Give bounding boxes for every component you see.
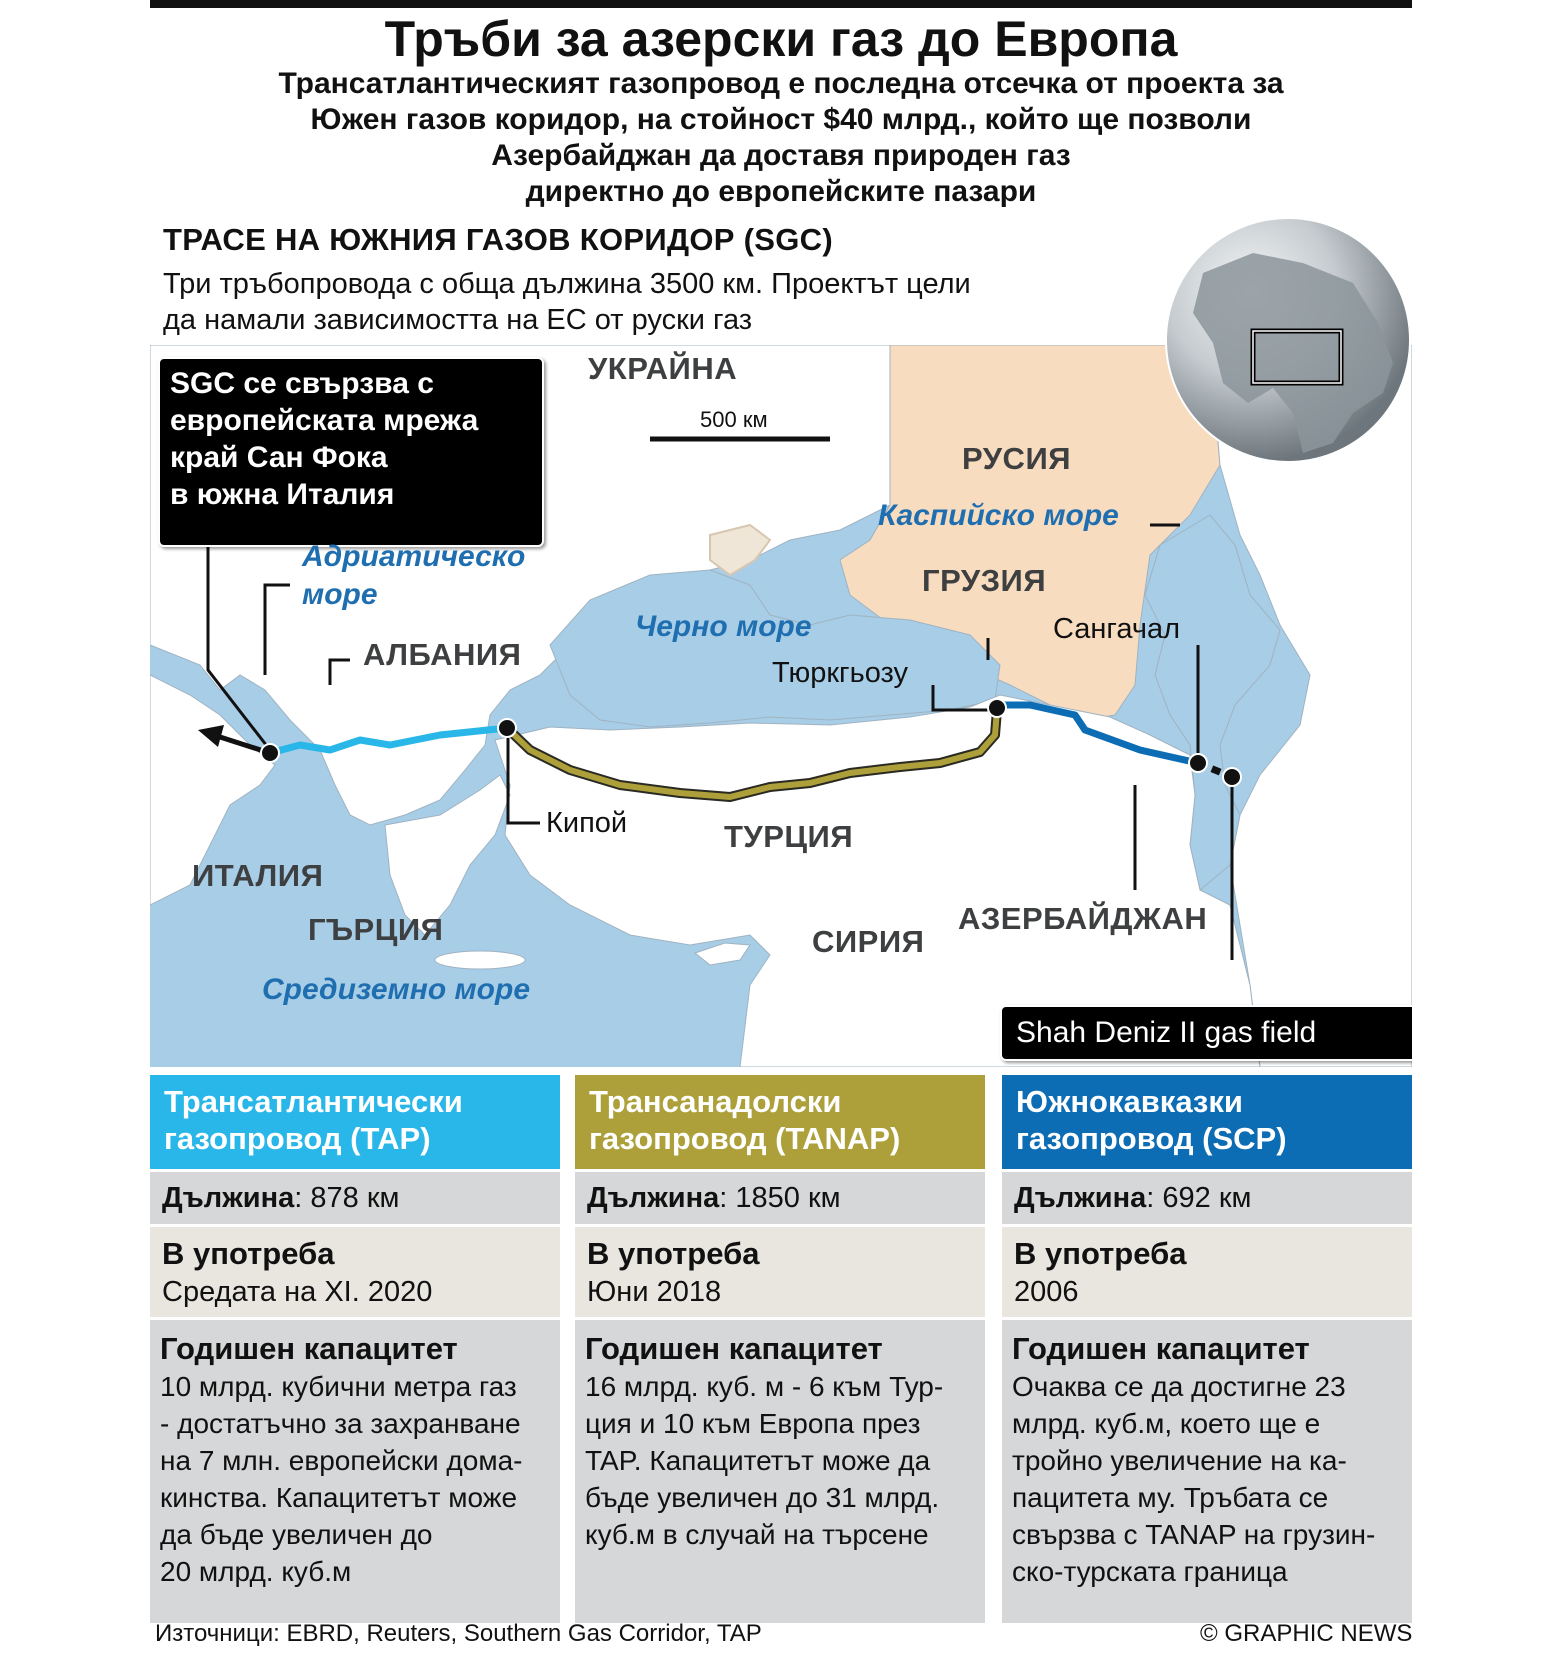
capacity-line: бъде увеличен до 31 млрд.: [585, 1482, 940, 1513]
capacity-row: [150, 1320, 560, 1623]
capacity-line: млрд. куб.м, което ще е: [1012, 1408, 1321, 1439]
subtitle-line: Южен газов коридор, на стойност $40 млрд., който ще позволи: [310, 103, 1252, 136]
callout-line: край Сан Фока: [170, 441, 388, 474]
top-rule: [150, 0, 1412, 8]
capacity-line: - достатъчно за захранване: [160, 1408, 521, 1439]
label-kipoi: Кипой: [546, 807, 628, 839]
capacity-row: [575, 1320, 985, 1623]
panel-title-line: Трансанадолски: [589, 1084, 842, 1119]
description-line: Три тръбопровода с обща дължина 3500 км. Проектът цели: [163, 268, 971, 300]
capacity-row: [1002, 1320, 1412, 1623]
length-value: : 1850 км: [719, 1182, 841, 1214]
subtitle-line: Азербайджан да доставя природен газ: [491, 139, 1071, 172]
pipeline-tap-panel: [150, 1075, 560, 1623]
capacity-line: TAP. Капацитетът може да: [585, 1445, 931, 1476]
length-value: : 878 км: [294, 1182, 400, 1214]
capacity-line: на 7 млн. европейски дома-: [160, 1445, 523, 1476]
length-row: [1002, 1172, 1412, 1224]
label-adriatic-sea-2: море: [302, 578, 378, 611]
capacity-line: пацитета му. Тръбата се: [1012, 1482, 1329, 1513]
length-label: Дължина: [1014, 1182, 1147, 1214]
panel-title-line: Южнокавказки: [1016, 1084, 1243, 1119]
land-crete: [435, 951, 525, 969]
panel-title-line: газопровод (SCP): [1016, 1121, 1287, 1156]
label-caspian-sea: Каспийско море: [878, 499, 1119, 532]
publisher-credit: © GRAPHIC NEWS: [1200, 1620, 1413, 1647]
label-adriatic-sea: Адриатическо: [302, 540, 526, 573]
capacity-line: ско-турската граница: [1012, 1556, 1288, 1587]
length-value: : 692 км: [1146, 1182, 1252, 1214]
label-mediterranean-sea: Средиземно море: [262, 973, 531, 1006]
subtitle-line: директно до европейските пазари: [525, 175, 1037, 208]
label-albania: АЛБАНИЯ: [363, 637, 522, 672]
length-row: [150, 1172, 560, 1224]
globe-locator: [1163, 213, 1413, 468]
capacity-line: 10 млрд. кубични метра газ: [160, 1371, 517, 1402]
in-use-row: [150, 1227, 560, 1317]
page-title: Тръби за азерски газ до Европа: [384, 11, 1178, 67]
label-georgia: ГРУЗИЯ: [922, 563, 1047, 598]
pipeline-scp-panel: [1002, 1075, 1412, 1623]
capacity-line: кинства. Капацитетът може: [160, 1482, 518, 1513]
capacity-line: Очаква се да достигне 23: [1012, 1371, 1346, 1402]
callout-line: в южна Италия: [170, 478, 395, 511]
panel-title-line: Трансатлантически: [164, 1084, 463, 1119]
panel-header: [575, 1075, 985, 1169]
capacity-line: куб.м в случай на търсене: [585, 1519, 929, 1550]
label-turkgozu: Тюркгьозу: [772, 657, 908, 689]
label-russia: РУСИЯ: [962, 441, 1072, 476]
capacity-line: ция и 10 към Европа през: [585, 1408, 921, 1439]
in-use-value: Юни 2018: [587, 1276, 722, 1308]
label-sangachal: Сангачал: [1053, 613, 1181, 645]
capacity-line: да бъде увеличен до: [160, 1519, 433, 1550]
section-description: [163, 266, 1093, 338]
panel-header: [150, 1075, 560, 1169]
in-use-value: Средата на XI. 2020: [162, 1276, 433, 1308]
length-label: Дължина: [162, 1182, 295, 1214]
san-foca-callout: [158, 357, 544, 547]
length-row: [575, 1172, 985, 1224]
panel-title-line: газопровод (TAP): [164, 1121, 431, 1156]
label-italy: ИТАЛИЯ: [192, 858, 324, 893]
node-turkgozu: [988, 699, 1006, 717]
capacity-label: Годишен капацитет: [160, 1331, 458, 1366]
capacity-line: 16 млрд. куб. м - 6 към Тур-: [585, 1371, 944, 1402]
shah-deniz-callout: Shah Deniz II gas field: [1000, 1005, 1412, 1061]
in-use-label: В употреба: [1014, 1236, 1187, 1271]
label-ukraine: УКРАЙНА: [588, 351, 738, 386]
label-syria: СИРИЯ: [812, 924, 925, 959]
capacity-label: Годишен капацитет: [1012, 1331, 1310, 1366]
panel-header: [1002, 1075, 1412, 1169]
sources-credit: Източници: EBRD, Reuters, Southern Gas Corridor, TAP: [155, 1620, 762, 1647]
capacity-label: Годишен капацитет: [585, 1331, 883, 1366]
in-use-label: В употреба: [587, 1236, 760, 1271]
node-shah-deniz: [1223, 768, 1241, 786]
pipeline-tanap-panel: [575, 1075, 985, 1623]
panel-title-line: газопровод (TANAP): [589, 1121, 901, 1156]
in-use-label: В употреба: [162, 1236, 335, 1271]
capacity-line: тройно увеличение на ка-: [1012, 1445, 1347, 1476]
in-use-value: 2006: [1014, 1276, 1079, 1308]
label-turkey: ТУРЦИЯ: [724, 819, 854, 854]
subtitle-line: Трансатлантическият газопровод е последна отсечка от проекта за: [278, 67, 1284, 100]
in-use-row: [1002, 1227, 1412, 1317]
label-black-sea: Черно море: [635, 610, 812, 643]
capacity-line: свързва с TANAP на грузин-: [1012, 1519, 1376, 1550]
in-use-row: [575, 1227, 985, 1317]
length-label: Дължина: [587, 1182, 720, 1214]
callout-line: европейската мрежа: [170, 404, 479, 437]
description-line: да намали зависимостта на ЕС от руски газ: [163, 304, 753, 336]
node-sangachal: [1189, 754, 1207, 772]
label-azerbaijan: АЗЕРБАЙДЖАН: [958, 901, 1208, 936]
node-kipoi: [498, 719, 516, 737]
section-title: ТРАСЕ НА ЮЖНИЯ ГАЗОВ КОРИДОР (SGC): [163, 222, 833, 257]
capacity-line: 20 млрд. куб.м: [160, 1556, 352, 1587]
label-greece: ГЪРЦИЯ: [308, 912, 444, 947]
node-san-foca: [261, 744, 279, 762]
scale-label: 500 км: [700, 407, 768, 432]
page-subtitle: [150, 66, 1412, 210]
callout-line: SGC се свързва с: [170, 367, 434, 400]
